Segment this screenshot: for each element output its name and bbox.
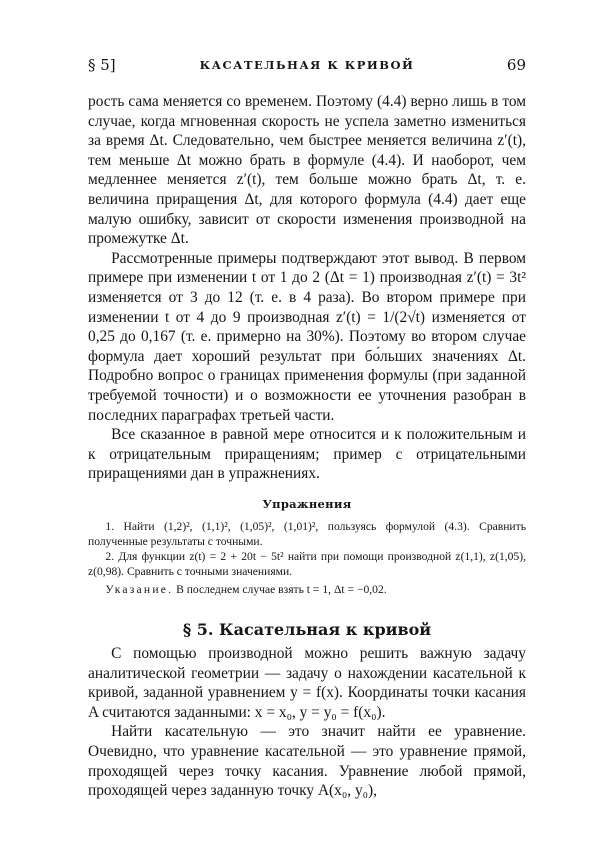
exercise-hint-line	[88, 582, 526, 597]
paragraph-increments: Все сказанное в равной мере относится и к положительным и к отрицательным приращениям; пример с отрицательными приращениями дан в упражнениях.	[88, 426, 526, 483]
section-reference: § 5]	[88, 56, 116, 74]
paragraph-tangent-equation: Найти касательную — это значит найти ее уравнение. Очевидно, что уравнение касательной — это уравнение прямой, проходящей через точку касания. Уравнение любой прямой, проходящей через заданную точку A(x₀, y₀),	[88, 723, 526, 800]
hint-text: В последнем случае взять t = 1, Δt = −0,02.	[173, 583, 387, 596]
section-heading: § 5. Касательная к кривой	[182, 620, 432, 639]
page-number: 69	[506, 56, 526, 74]
main-text	[88, 92, 526, 484]
hint-label: Указание.	[105, 583, 174, 596]
exercise-1	[88, 519, 526, 549]
paragraph-continued: рость сама меняется со временем. Поэтому (4.4) верно лишь в том случае, когда мгновенная скорость не успела заметно измениться за время Δt. Следовательно, чем быстрее меняется величина z′(t), тем меньше Δt можно брать в формуле (4.4). И наоборот, чем медленнее меняется z′(t), тем больше можно брать Δt, т. е. величина приращения Δt, для которого формула (4.4) дает еще малую ошибку, зависит от скорости изменения производной на промежутке Δt.	[88, 93, 526, 248]
running-title: КАСАТЕЛЬНАЯ К КРИВОЙ	[199, 58, 415, 72]
running-header	[88, 56, 526, 78]
exercises-heading: Упражнения	[262, 497, 352, 511]
exercise-1-text: 1. Найти (1,2)², (1,1)², (1,05)², (1,01)², пользуясь формулой (4.3). Сравнить полученные результаты с точными.	[88, 520, 526, 548]
exercise-hint	[88, 582, 526, 597]
exercise-2	[88, 549, 526, 579]
exercise-2-text: 2. Для функции z(t) = 2 + 20t − 5t² найти при помощи производной z(1,1), z(1,05), z(0,98). Сравнить с точными значениями.	[88, 550, 526, 578]
paragraph-tangent-problem: С помощью производной можно решить важную задачу аналитической геометрии — задачу о нахождении касательной к кривой, заданной уравнением y = f(x). Координаты точки касания A считаются заданными: x = x₀, y = y₀ = f(x₀).	[88, 645, 526, 721]
paragraph-examples: Рассмотренные примеры подтверждают этот вывод. В первом примере при изменении t от 1 до 2 (Δt = 1) производная z′(t) = 3t² изменяется от 3 до 12 (т. е. в 4 раза). Во втором примере при изменении t от 4 до 9 производная z′(t) = 1/(2√t) изменяется от 0,25 до 0,167 (т. е. примерно на 30%). Поэтому во втором случае формула дает хороший результат при бо́льших значениях Δt. Подробно вопрос о границах применения формулы (при заданной требуемой точности) и о возможности ее уточнения разобран в последних параграфах третьей части.	[88, 249, 526, 424]
section-text	[88, 644, 526, 801]
